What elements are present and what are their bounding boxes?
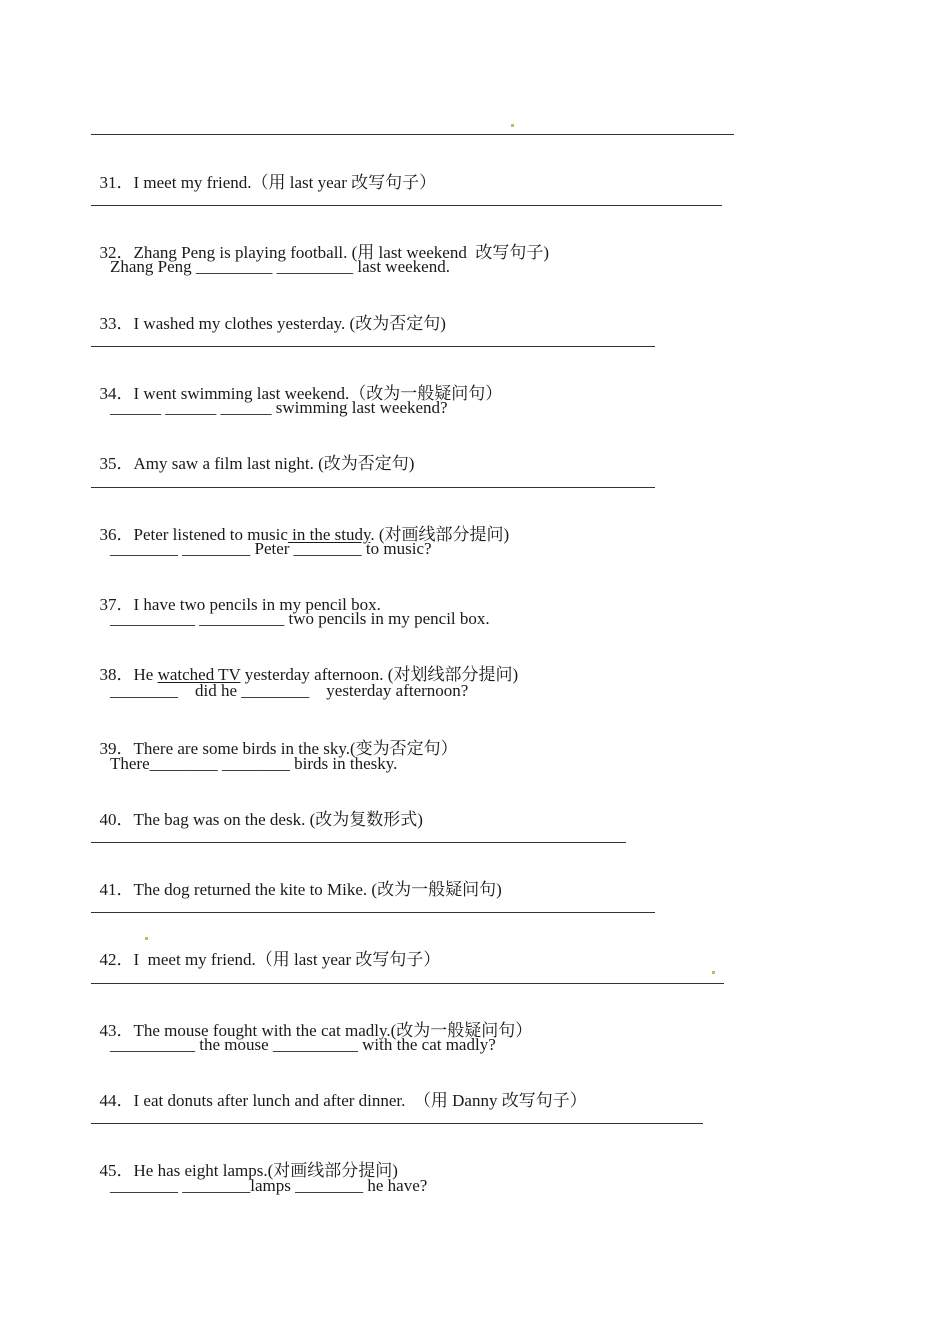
question-40: [91, 787, 423, 831]
question-text: He has eight lamps.(对画线部分提问): [133, 1161, 398, 1180]
question-number: 32．: [99, 243, 134, 262]
question-text: I washed my clothes yesterday. (改为否定句): [133, 314, 446, 333]
question-31: [91, 150, 436, 194]
question-number: 37．: [99, 595, 134, 614]
question-text: The dog returned the kite to Mike. (改为一般疑问句): [133, 880, 502, 899]
answer-34: ______ ______ ______ swimming last weekend?: [110, 398, 448, 417]
question-number: 45．: [99, 1161, 134, 1180]
question-number: 34．: [99, 384, 134, 403]
question-number: 38．: [99, 665, 134, 684]
watermark-dot: [145, 937, 148, 940]
question-text: I meet my friend.（用 last year 改写句子）: [133, 173, 437, 192]
question-33: [91, 291, 446, 335]
underlined-phrase: watched TV: [157, 665, 241, 684]
answer-line-top: [91, 134, 734, 135]
question-text: Zhang Peng is playing football. (用 last weekend 改写句子): [133, 243, 549, 262]
question-44: [91, 1068, 587, 1112]
question-text: The mouse fought with the cat madly.(改为一般疑问句）: [133, 1021, 533, 1040]
answer-32: Zhang Peng _________ _________ last weekend.: [110, 257, 450, 276]
question-number: 33．: [99, 314, 134, 333]
question-41: [91, 857, 502, 901]
question-text: I went swimming last weekend.（改为一般疑问句）: [133, 384, 503, 403]
answer-36: ________ ________ Peter ________ to music?: [110, 539, 432, 558]
answer-line-41: [91, 912, 655, 913]
question-text-after: . (对画线部分提问): [370, 525, 510, 544]
watermark-dot: [511, 124, 514, 127]
answer-line-33: [91, 346, 655, 347]
question-35: [91, 431, 414, 475]
answer-45: ________ ________lamps ________ he have?: [110, 1176, 428, 1195]
question-number: 39．: [99, 739, 134, 758]
question-number: 44．: [99, 1091, 134, 1110]
question-number: 40．: [99, 810, 134, 829]
answer-line-40: [91, 842, 626, 843]
question-text: I have two pencils in my pencil box.: [133, 595, 381, 614]
watermark-dot: [712, 971, 715, 974]
question-number: 35．: [99, 454, 134, 473]
question-text: There are some birds in the sky.(变为否定句）: [133, 739, 458, 758]
question-text: The bag was on the desk. (改为复数形式): [133, 810, 423, 829]
answer-43: __________ the mouse __________ with the cat madly?: [110, 1035, 496, 1054]
question-text-before: He: [133, 665, 158, 684]
question-number: 31．: [99, 173, 134, 192]
answer-38: ________ did he ________ yesterday afternoon?: [110, 681, 469, 700]
question-42: [91, 927, 440, 971]
question-text: I eat donuts after lunch and after dinner. （用 Danny 改写句子）: [133, 1091, 587, 1110]
answer-line-35: [91, 487, 655, 488]
question-text-before: Peter listened to music: [133, 525, 288, 544]
question-number: 43．: [99, 1021, 134, 1040]
answer-39: There________ ________ birds in thesky.: [110, 754, 398, 773]
answer-37: __________ __________ two pencils in my pencil box.: [110, 609, 490, 628]
question-number: 41．: [99, 880, 134, 899]
answer-line-31: [91, 205, 722, 206]
answer-line-44: [91, 1123, 703, 1124]
question-text: I meet my friend.（用 last year 改写句子）: [133, 950, 441, 969]
question-text-after: yesterday afternoon. (对划线部分提问): [240, 665, 519, 684]
underlined-phrase: in the study: [287, 525, 371, 544]
question-number: 36．: [99, 525, 134, 544]
question-text: Amy saw a film last night. (改为否定句): [133, 454, 415, 473]
question-number: 42．: [99, 950, 134, 969]
answer-line-42: [91, 983, 724, 984]
